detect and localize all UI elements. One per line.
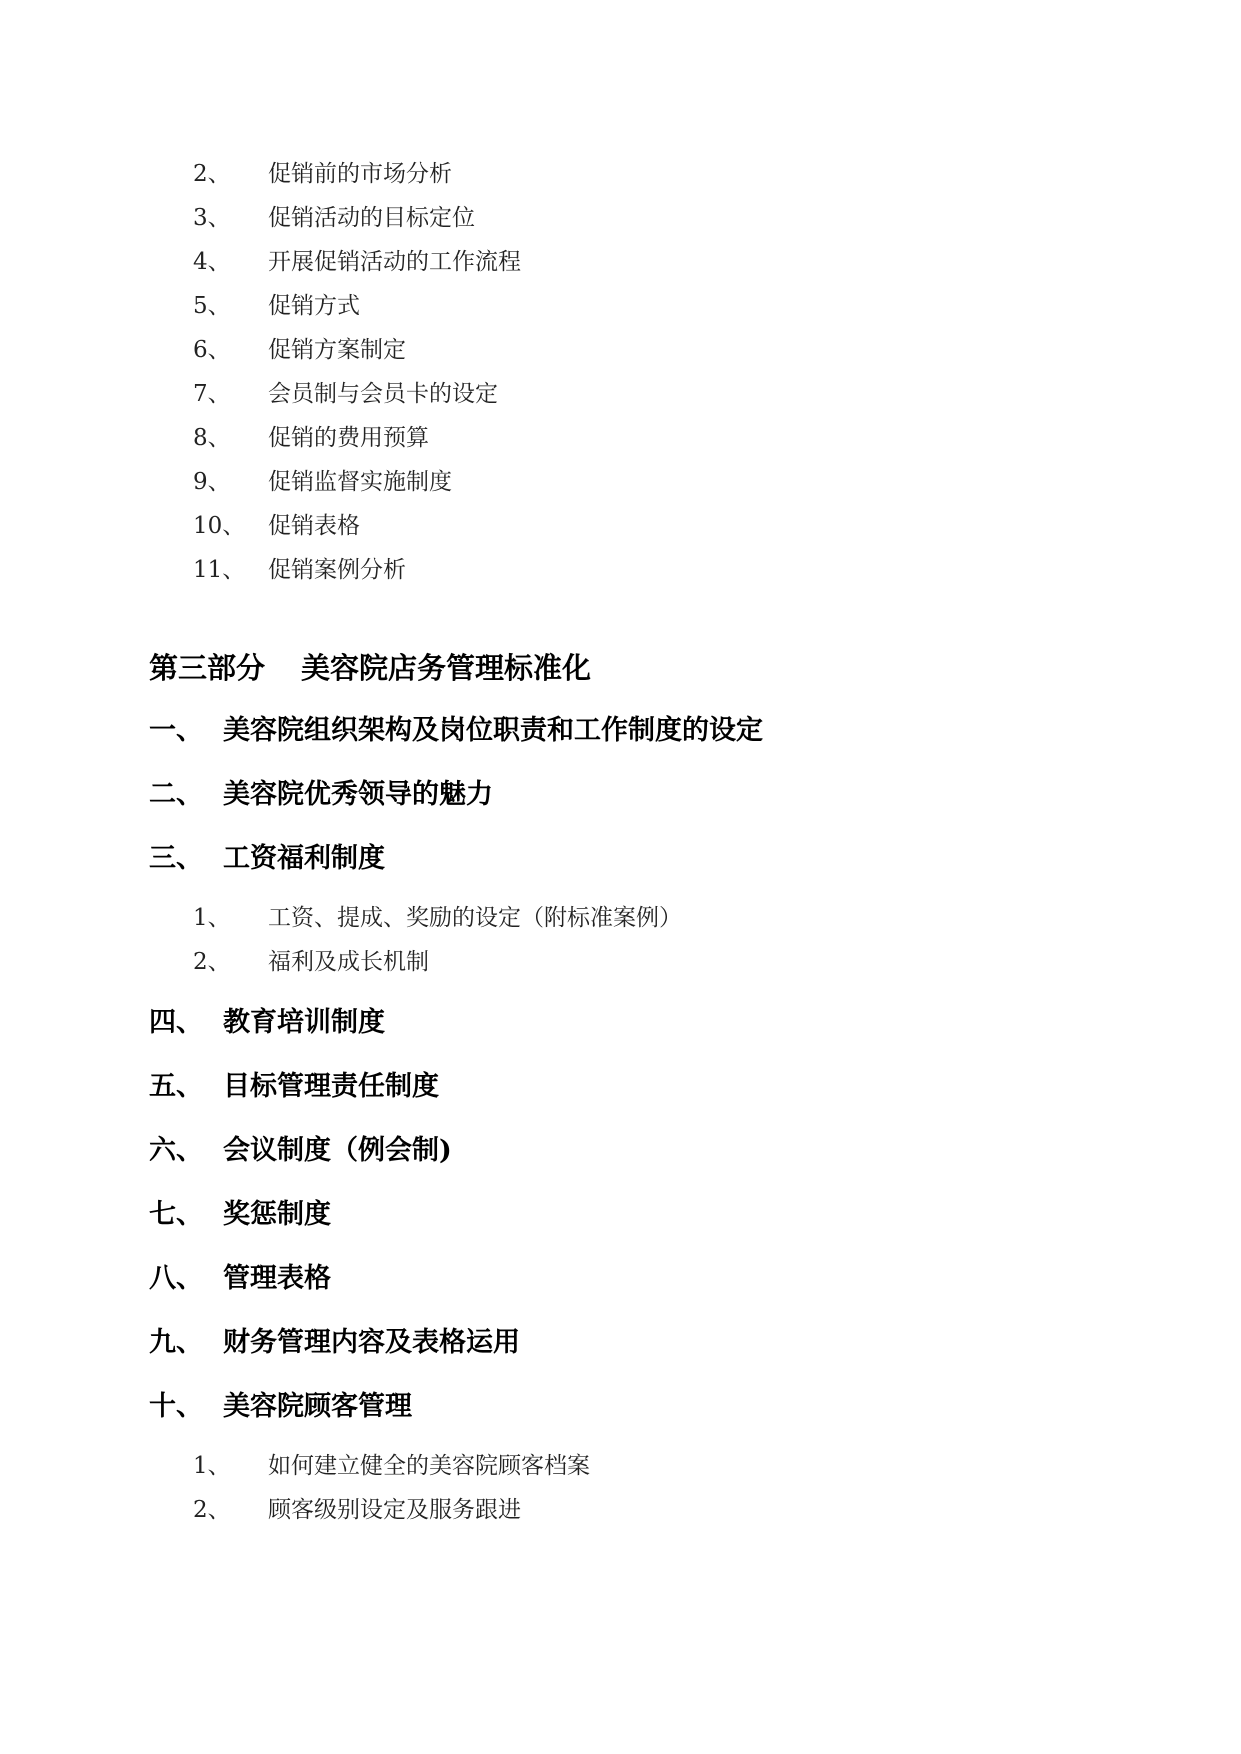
list-item-number: 11、 [193,557,246,583]
list-item-label: 促销案例分析 [268,557,406,583]
list-item-label: 促销监督实施制度 [268,469,452,495]
list-item-number: 8、 [193,425,231,451]
list-item-number: 2、 [193,949,231,975]
list-item-number: 6、 [193,337,231,363]
part-title: 美容院店务管理标准化 [301,651,592,685]
list-item-label: 工资、提成、奖励的设定（附标准案例） [268,905,682,931]
list-item-number: 1、 [193,1453,231,1479]
list-item-number: 2、 [193,161,231,187]
section-number: 十、 [149,1391,203,1422]
section-title: 美容院优秀领导的魅力 [223,779,493,810]
section-title: 管理表格 [223,1263,331,1294]
list-item-label: 如何建立健全的美容院顾客档案 [268,1453,590,1479]
list-item-label: 促销活动的目标定位 [268,205,475,231]
section-title: 奖惩制度 [223,1199,331,1230]
section-number: 八、 [149,1263,203,1294]
list-item-label: 顾客级别设定及服务跟进 [268,1497,521,1523]
section-number: 三、 [149,843,203,874]
list-item-label: 会员制与会员卡的设定 [268,381,498,407]
list-item-label: 促销前的市场分析 [268,161,452,187]
section-number: 一、 [149,715,203,746]
section-number: 九、 [149,1327,203,1358]
section-number: 五、 [149,1071,203,1102]
list-item-label: 福利及成长机制 [268,949,429,975]
list-item-number: 4、 [193,249,231,275]
section-title: 美容院组织架构及岗位职责和工作制度的设定 [223,715,763,746]
list-item-number: 10、 [193,513,246,539]
section-title: 教育培训制度 [223,1007,385,1038]
section-number: 二、 [149,779,203,810]
list-item-label: 开展促销活动的工作流程 [268,249,521,275]
list-item-number: 7、 [193,381,231,407]
part-number: 第三部分 [149,651,266,685]
list-item-label: 促销的费用预算 [268,425,429,451]
section-title: 财务管理内容及表格运用 [223,1327,520,1358]
list-item-number: 9、 [193,469,231,495]
list-item-number: 2、 [193,1497,231,1523]
section-title: 目标管理责任制度 [223,1071,439,1102]
section-title: 工资福利制度 [223,843,385,874]
part-heading [149,650,591,686]
section-number: 七、 [149,1199,203,1230]
list-item-label: 促销方案制定 [268,337,406,363]
list-item-label: 促销表格 [268,513,360,539]
list-item-label: 促销方式 [268,293,360,319]
list-item-number: 3、 [193,205,231,231]
section-number: 六、 [149,1135,203,1166]
list-item-number: 1、 [193,905,231,931]
section-number: 四、 [149,1007,203,1038]
section-title: 美容院顾客管理 [223,1391,412,1422]
section-title: 会议制度（例会制) [223,1135,452,1166]
list-item-number: 5、 [193,293,231,319]
